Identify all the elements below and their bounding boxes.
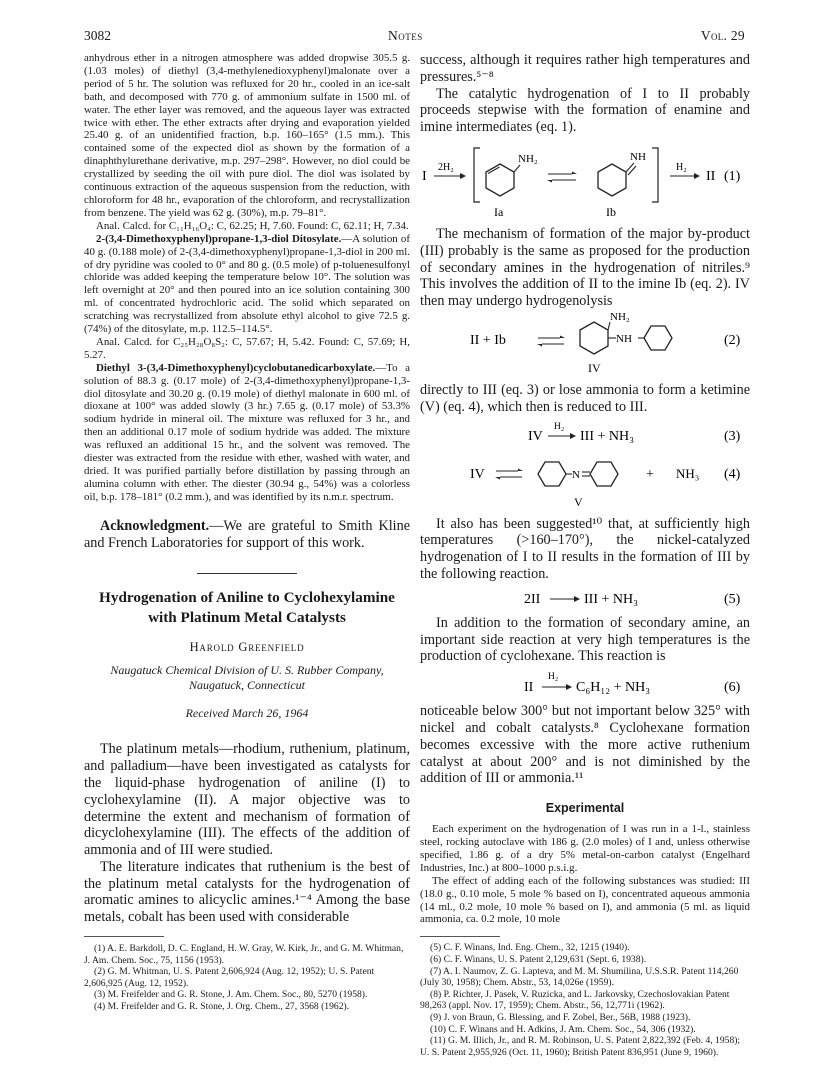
divider	[84, 936, 410, 937]
n-label: N	[572, 468, 580, 481]
section-title: Notes	[388, 28, 423, 43]
reagent-label: H₂	[554, 421, 565, 432]
compound-label: IV	[588, 360, 601, 375]
footnote: (3) M. Freifelder and G. R. Stone, J. Am. Chem. Soc., 80, 5270 (1958).	[94, 989, 368, 1001]
double-bond	[628, 166, 636, 175]
footnote: (8) P. Richter, J. Pasek, V. Ruzicka, and L. Jarkovsky, Czechoslovakian Patent 98,263 (appl. Nov. 17, 1959); Chem. Abstr., 56, 12,771i (1962).	[420, 988, 730, 1012]
footnote: (2) G. M. Whitman, U. S. Patent 2,606,924 (Aug. 12, 1952); U. S. Patent 2,606,925 (Aug. 12, 1952).	[84, 966, 375, 989]
cyclohexane-ring	[590, 462, 618, 486]
nh3-label: NH₃	[676, 465, 700, 481]
affiliation	[84, 663, 410, 693]
equation-number: (1)	[724, 168, 741, 184]
section-heading: Experimental	[545, 801, 625, 816]
subheading: 2-(3,4-Dimethoxyphenyl)propane-1,3-diol Ditosylate.	[96, 232, 342, 245]
arrowhead	[560, 335, 565, 338]
analysis: Anal. Calcd. for C₂₅H₂₈O₈S₂: C, 57.67; H, 5.42. Found: C, 57.69; H, 5.27.	[84, 335, 410, 361]
nh2-label: NH₂	[518, 152, 538, 165]
equation-number: (3)	[724, 428, 741, 444]
arrowhead	[537, 344, 542, 347]
eq-lhs: II + Ib	[470, 332, 506, 348]
cyclohexane-ring	[538, 462, 566, 486]
eq-lhs: IV	[528, 428, 543, 444]
volume-label: Vol. 29	[700, 28, 745, 43]
paragraph: anhydrous ether in a nitrogen atmosphere was added dropwise 305.5 g. (1.03 moles) of diethyl (3,4-methylenedioxyphenyl)malonate over a period of 5 hr. The solution was refluxed for 20 hr., cooled in an ice-salt bath, and decomposed with 770 g. of ammonium sulfate in 1500 ml. of water. The ether layer was removed, and the aqueous layer was extracted twice with ether. The ether extracts after drying and evaporation yielded 25.40 g. of an unidentified fraction, b.p. 160–165° (1.5 mm.). This contained some of the expected diol as shown by the formation of a dinaphthylurethane derivative, m.p. 297–298°. However, no diol could be crystallized by seeding the oil with pure diol. The diol was isolated by continuous extraction of the aqueous suspension from the reduction, with chloroform for 48 hr., evaporation of the chloroform, and recrystallization from benzene. The yield was 62 g. (30%), m.p. 79–81°.	[84, 52, 410, 219]
arrowhead	[574, 596, 580, 602]
equation-6	[420, 667, 750, 699]
eq-lhs: IV	[470, 466, 485, 482]
right-column	[420, 52, 750, 1058]
paragraph: The mechanism of formation of the major by-product (III) probably is the same as proposed for the production of secondary amines in the hydrogenation of nitriles.⁹ This involves the addition of II to the imine Ib (eq. 2). IV then may undergo hydrogenolysis	[420, 225, 750, 310]
arrowhead	[547, 180, 552, 183]
paragraph: success, although it requires rather high temperatures and pressures.⁵⁻⁸	[420, 52, 750, 85]
nh-label: NH	[630, 150, 646, 163]
body-text	[420, 52, 750, 136]
eq-lhs: 2II	[524, 591, 541, 607]
acknowledgment	[84, 518, 410, 552]
footnote: (9) J. von Braun, G. Blessing, and F. Zobel, Ber., 56B, 1988 (1923).	[430, 1011, 691, 1023]
equation-number: (6)	[724, 680, 741, 696]
affiliation-line: Naugatuck Chemical Division of U. S. Rubber Company,	[110, 663, 384, 678]
eq-rhs: III + NH₃	[584, 591, 638, 607]
equation-2	[420, 310, 750, 378]
compound-label: V	[574, 494, 583, 509]
paragraph: Each experiment on the hydrogenation of I was run in a 1-l., stainless steel, rocking autoclave with 186 g. (2.0 moles) of I and, unless otherwise specified, 1.86 g. of a dry 5% metal-on-carbon catalyst (Engelhard Industries, Inc.) at 800–1000 p.s.i.g.	[420, 823, 750, 874]
body-text	[420, 615, 750, 665]
page-header	[0, 28, 827, 48]
paragraph: In addition to the formation of secondary amine, an important side reaction at very high temperatures is the production of cyclohexane. This reaction is	[420, 614, 750, 665]
divider	[420, 936, 750, 937]
footnote: (6) C. F. Winans, U. S. Patent 2,129,631 (Sept. 6, 1938).	[430, 953, 647, 965]
footnote: (7) A. I. Naumov, Z. G. Lapteva, and M. M. Shumilina, U.S.S.R. Patent 114,260 (July 30, 1958); Chem. Abstr., 53, 14,026e (1959).	[420, 965, 739, 989]
arrowhead	[694, 173, 700, 179]
body-text	[420, 382, 750, 416]
author: Harold Greenfield	[189, 640, 305, 655]
eq-label-II: II	[706, 168, 716, 184]
equation-1	[420, 140, 750, 220]
cyclohexane-ring	[580, 322, 608, 354]
equation-4	[420, 448, 750, 512]
right-bracket	[652, 148, 658, 202]
body-text	[420, 516, 750, 583]
paragraph: noticeable below 300° but not important below 325° with nickel and cobalt catalysts.⁸ Cyclohexane formation becomes excessive with the more active ruthenium catalyst at about 200° and is not diminished by the addition of III or ammonia.¹¹	[420, 703, 750, 787]
page-number: 3082	[84, 28, 111, 43]
eq-rhs: III + NH₃	[580, 428, 634, 444]
affiliation-line: Naugatuck, Connecticut	[189, 678, 305, 693]
reagent-label: 2H₂	[438, 161, 454, 173]
cyclohexane-ring	[598, 164, 626, 196]
experimental-text	[420, 823, 750, 926]
plus-sign: +	[646, 466, 654, 482]
footnotes	[84, 943, 410, 1013]
divider	[84, 573, 410, 574]
eq-lhs: II	[524, 680, 534, 696]
paragraph-body: —A solution of 40 g. (0.188 mole) of 2-(3,4-dimethoxyphenyl)propane-1,3-diol in 200 ml. of dry pyridine was cooled to 0° and 80 g. (0.5 mole) of p-toluenesulfonyl chloride was added keeping the temperature below 10°. The solution was left overnight at 20° and then poured into an ice solution containing 300 ml. of concentrated hydrochloric acid. The solid which separated on scratching was recrystallized from absolute ethyl alcohol to give 72.5 g. (74%) of the ditosylate, m.p. 112.5–114.5°.	[84, 232, 410, 336]
arrowhead	[572, 171, 577, 174]
acknowledgment-paragraph	[84, 518, 410, 552]
body-text	[420, 703, 750, 787]
eq-label-I: I	[422, 168, 427, 184]
reagent-label: H₂	[548, 672, 559, 683]
eq-rhs: C₆H₁₂ + NH₃	[576, 680, 651, 696]
footnote: (1) A. E. Barkdoll, D. C. England, H. W. Gray, W. Kirk, Jr., and G. M. Whitman, J. Am. Chem. Soc., 75, 1156 (1953).	[84, 943, 404, 966]
nh2-label: NH₂	[610, 310, 630, 323]
title-line: with Platinum Metal Catalysts	[148, 609, 346, 627]
paragraph: The platinum metals—rhodium, ruthenium, platinum, and palladium—have been investigated as catalysts for the liquid-phase hydrogenation of aniline (I) to cyclohexylamine (II). A major objective was to determine the extent and mechanism of formation of dicyclohexylamine (III). The effects of the addition of ammonia and of III were studied.	[84, 741, 410, 859]
arrowhead	[460, 173, 466, 179]
received-date: Received March 26, 1964	[185, 706, 309, 721]
arrowhead	[495, 477, 500, 480]
equation-number: (2)	[724, 332, 741, 348]
analysis: Anal. Calcd. for C₁₁H₁₆O₄: C, 62.25; H, 7.60. Found: C, 62.11; H, 7.34.	[96, 219, 409, 232]
ack-heading: Acknowledgment.	[100, 517, 210, 534]
equation-3	[420, 418, 750, 448]
experimental-continued	[84, 52, 410, 504]
footnote: (4) M. Freifelder and G. R. Stone, J. Org. Chem., 27, 3568 (1962).	[94, 1001, 350, 1013]
footnote: (10) C. F. Winans and H. Adkins, J. Am. Chem. Soc., 54, 306 (1932).	[430, 1023, 696, 1035]
footnote: (5) C. F. Winans, Ind. Eng. Chem., 32, 1215 (1940).	[430, 942, 630, 954]
body-text	[420, 226, 750, 310]
arrowhead	[518, 468, 523, 471]
nh-label: NH	[616, 332, 632, 345]
bond	[608, 322, 610, 330]
ditosylate-paragraph	[84, 233, 410, 336]
bond	[514, 165, 520, 172]
subheading: Diethyl 3-(3,4-Dimethoxyphenyl)cyclobutanedicarboxylate.	[96, 361, 376, 374]
left-bracket	[474, 148, 480, 202]
cyclohexane-ring	[644, 326, 672, 350]
compound-label: Ib	[606, 204, 616, 219]
paragraph: The catalytic hydrogenation of I to II probably proceeds stepwise with the formation of enamine and imine intermediates (eq. 1).	[420, 85, 750, 136]
equation-5	[420, 585, 750, 611]
ack-body: —We are grateful to Smith Kline and French Laboratories for support of this work.	[84, 517, 410, 551]
body-text	[84, 741, 410, 926]
equation-number: (4)	[724, 466, 741, 482]
paragraph: directly to III (eq. 3) or lose ammonia to form a ketimine (V) (eq. 4), which then is reduced to III.	[420, 381, 750, 415]
reagent-label: H₂	[676, 161, 687, 173]
left-column	[84, 52, 410, 1013]
footnotes	[420, 942, 750, 1058]
title-line: Hydrogenation of Aniline to Cyclohexylamine	[99, 589, 395, 607]
arrowhead	[570, 433, 576, 439]
diester-paragraph	[84, 362, 410, 504]
article-title	[84, 588, 410, 628]
paragraph: The literature indicates that ruthenium is the best of the platinum metal catalysts for the hydrogenation of aromatic amines to alicyclic amines.¹⁻⁴ Among the base metals, cobalt has been used with considerable	[84, 858, 410, 926]
paragraph: The effect of adding each of the following substances was studied: III (18.0 g., 0.10 mole, 5 mole % based on I), concentrated aqueous ammonia (14 ml., 0.2 mole, 10 mole % based on I), and ammonia (5 ml. as liquid ammonia, ca. 0.2 mole, 10 mole	[420, 874, 750, 926]
cyclohexene-ring	[486, 164, 514, 196]
compound-label: Ia	[494, 204, 504, 219]
double-bond	[626, 163, 634, 172]
arrowhead	[566, 684, 572, 690]
equation-number: (5)	[724, 591, 741, 607]
paragraph-body: —To a solution of 88.3 g. (0.17 mole) of 2-(3,4-dimethoxyphenyl)propane-1,3-diol ditosylate and 30.20 g. (0.19 mole) of diethyl malonate in 600 ml. of dioxane at 100° was added slowly (3 hr.) 7.65 g. (0.17 mole) of 53.3% sodium hydride in mineral oil. The mixture was refluxed for 3 hr., and then an additional 0.17 mole of sodium hydride was added. The mixture was refluxed an additional 15 hr., and the solvent was removed. The diester was extracted from the residue with ether, washed with water, and dried. It was purified partially before distillation by passing through an alumina column with ether. The diester (30.94 g., 54%) was a colorless oil, b.p. 178–181° (0.2 mm.), and was identified by its n.m.r. spectrum.	[84, 361, 410, 503]
footnote: (11) G. M. Illich, Jr., and R. M. Robinson, U. S. Patent 2,822,392 (Feb. 4, 1958); U. S. Patent 2,955,926 (Oct. 11, 1960); British Patent 836,951 (June 9, 1960).	[420, 1035, 741, 1058]
paragraph: It also has been suggested¹⁰ that, at sufficiently high temperatures (>160–170°), the nickel-catalyzed hydrogenation of I to II results in the formation of III by the following reaction.	[420, 515, 750, 582]
